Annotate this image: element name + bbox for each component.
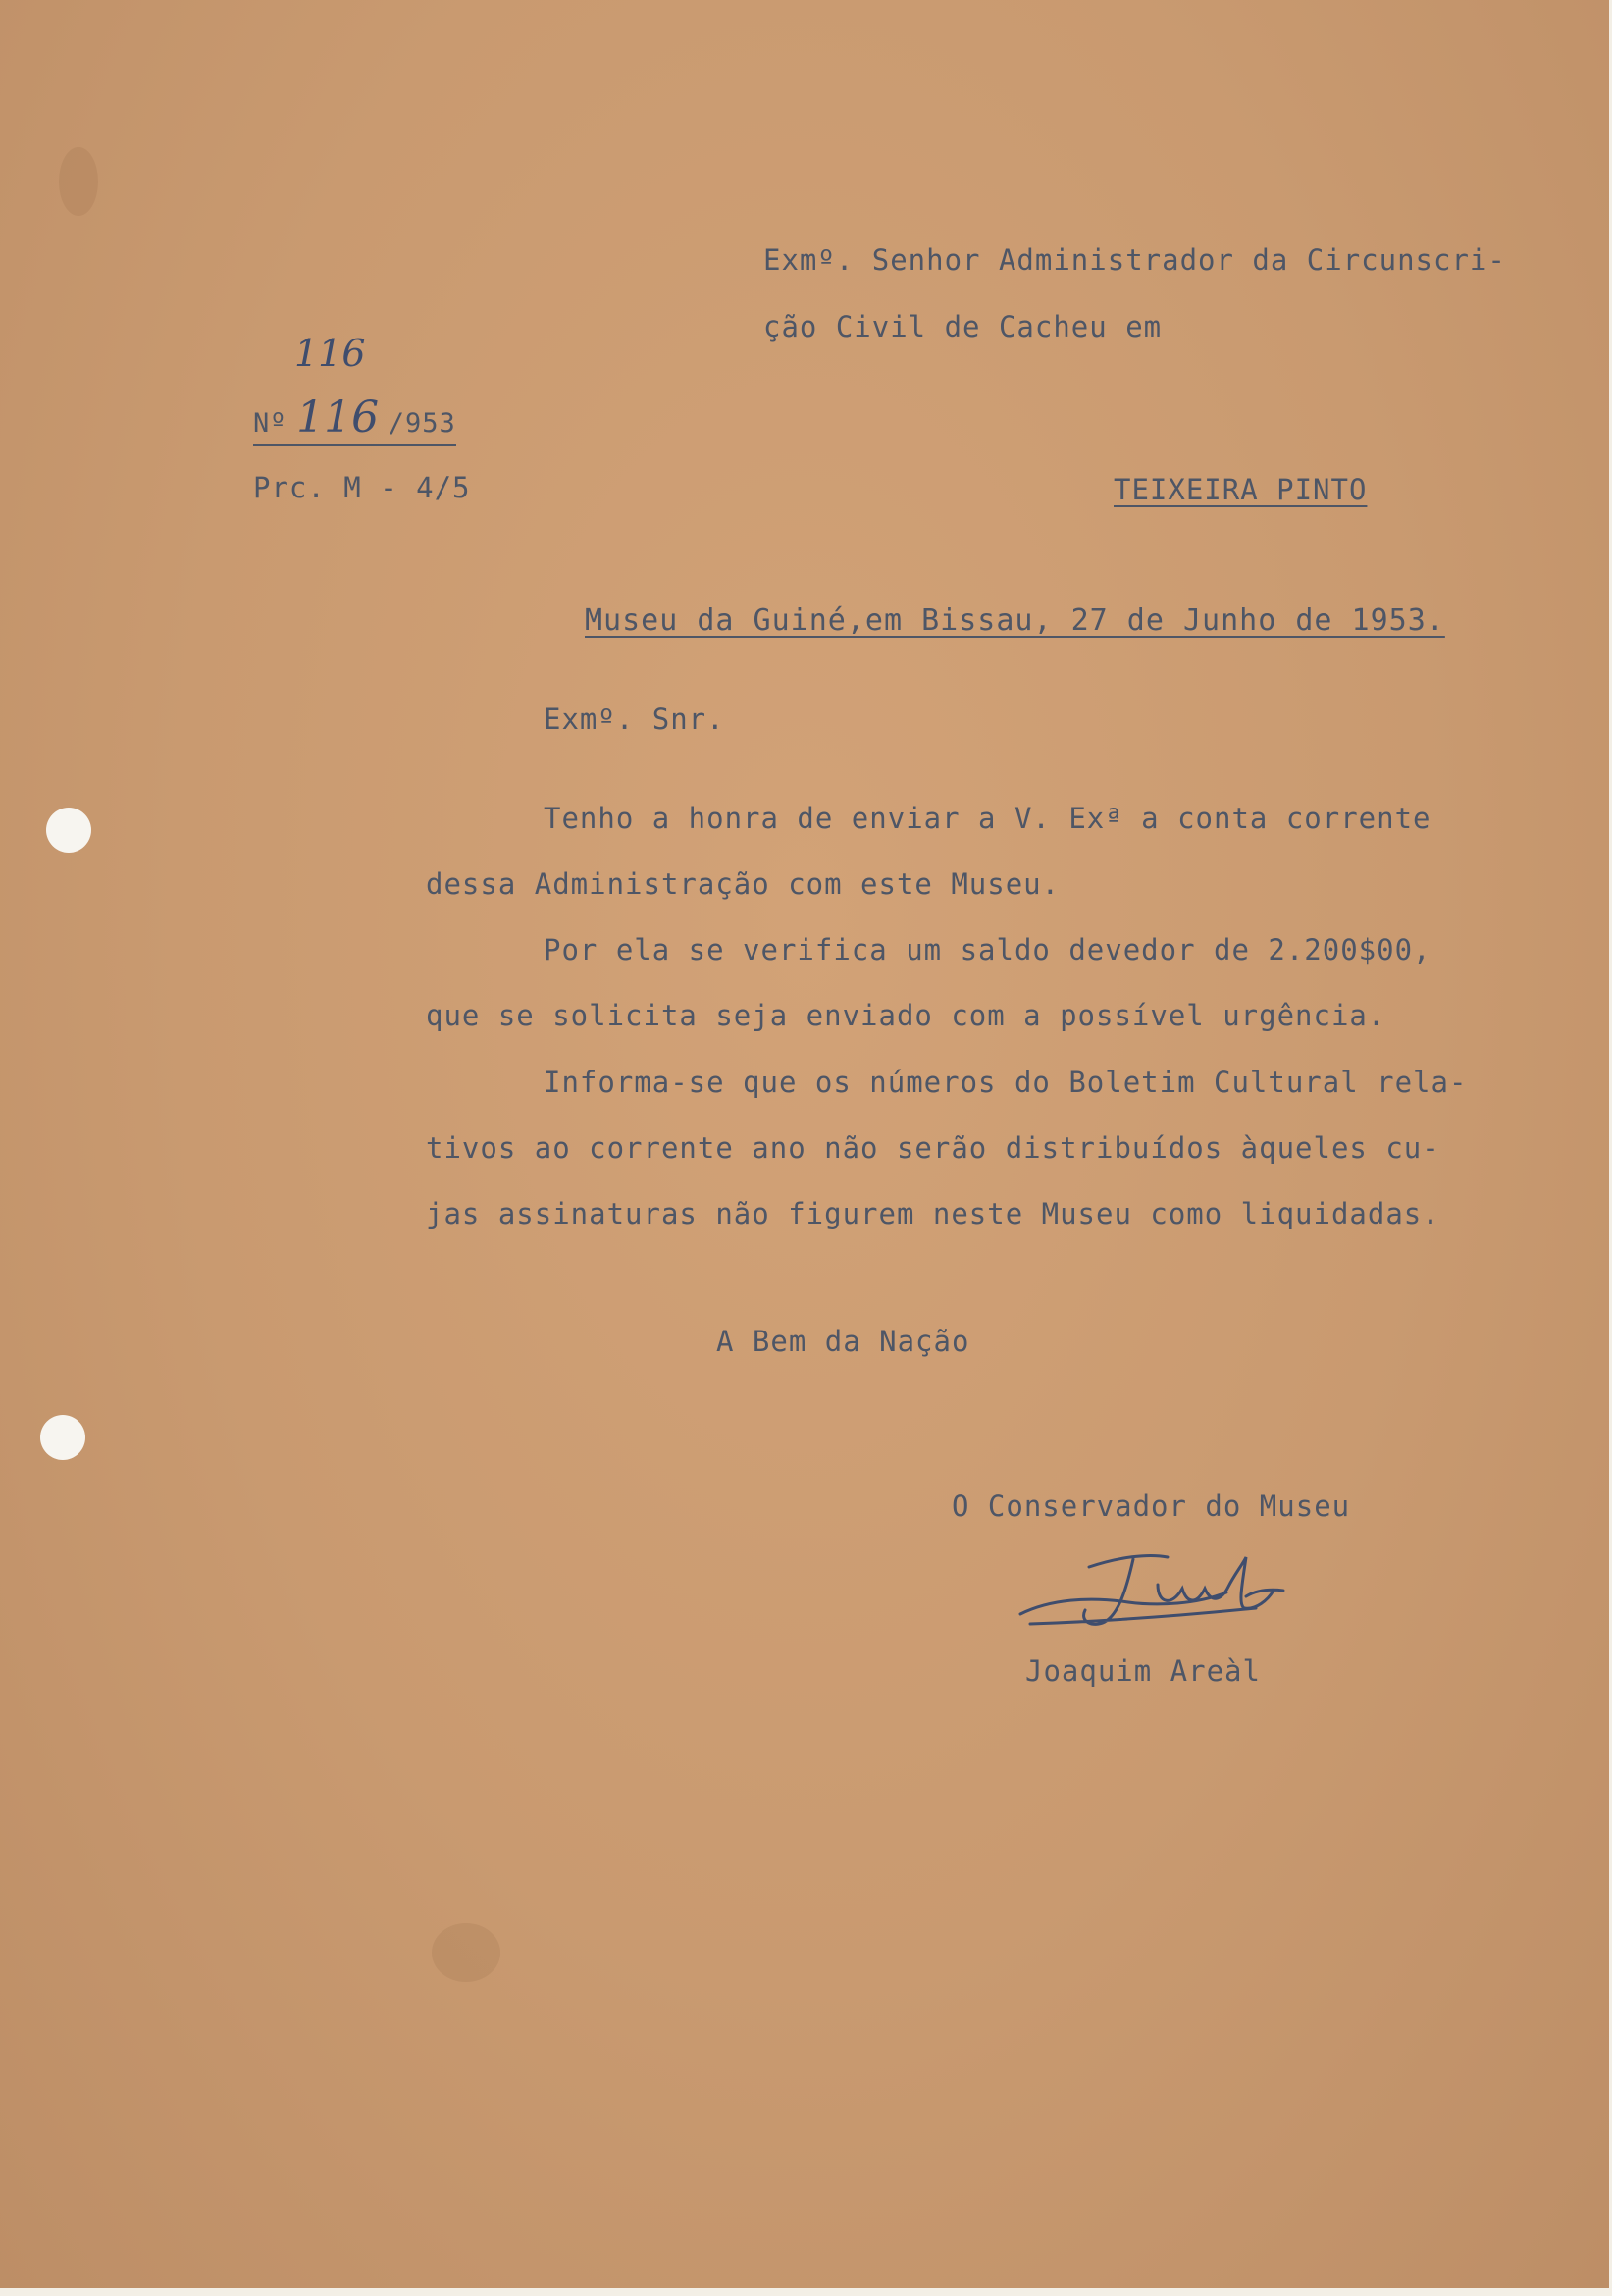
destination: TEIXEIRA PINTO [1114,473,1368,506]
document-number [253,392,456,446]
body-line-5: Informa-se que os números do Boletim Cultural rela- [544,1066,1468,1099]
paper-stain [432,1923,500,1982]
signatory-name: Joaquim Areàl [1025,1654,1261,1688]
addressee-line-2: ção Civil de Cacheu em [763,310,1163,343]
punch-hole-top [46,808,91,853]
body-line-7: jas assinaturas não figurem neste Museu como liquidadas. [426,1197,1440,1230]
body-line-6: tivos ao corrente ano não serão distribuídos àqueles cu- [426,1131,1440,1165]
body-line-2: dessa Administração com este Museu. [426,867,1061,901]
number-year: /953 [388,408,456,439]
handwritten-number: 116 [294,332,366,375]
signature-title: O Conservador do Museu [952,1489,1351,1523]
process-reference: Prc. M - 4/5 [253,471,471,504]
body-line-3: Por ela se verifica um saldo devedor de 2.200$00, [544,933,1431,966]
paper-stain [59,147,98,216]
body-line-1: Tenho a honra de enviar a V. Exª a conta corrente [544,802,1431,835]
handwritten-signature [1011,1545,1305,1653]
closing: A Bem da Nação [716,1325,970,1358]
body-line-4: que se solicita seja enviado com a possível urgência. [426,999,1386,1032]
punch-hole-bottom [40,1415,85,1460]
number-label: Nº [253,408,287,439]
salutation: Exmº. Snr. [544,703,725,736]
addressee-line-1: Exmº. Senhor Administrador da Circunscri- [763,243,1506,277]
number-value: 116 [296,392,380,443]
place-date: Museu da Guiné,em Bissau, 27 de Junho de 1953. [585,603,1445,638]
